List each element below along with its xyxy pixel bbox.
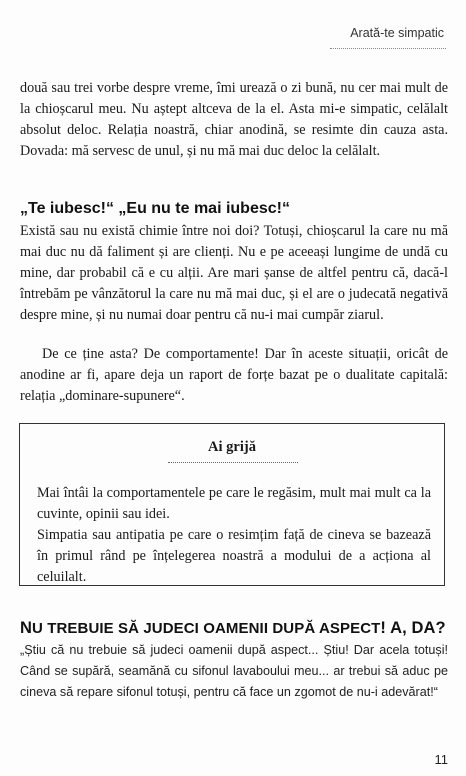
callout-box <box>19 423 445 586</box>
callout-title: Ai grijă <box>208 439 256 455</box>
body-paragraph-4: „Știu că nu trebuie să judeci oamenii după aspect... Știu! Dar acela totuși! Când se supără, seamănă cu sifonul lavaboului meu... ar trebui să aduc pe cineva să repare sifonul totuși, pentru că face un zgomot de nu-i adevărat!“ <box>20 643 448 699</box>
section-heading-1: „Te iubesc!“ „Eu nu te mai iubesc!“ <box>20 200 290 217</box>
body-paragraph-2: Există sau nu există chimie între noi doi? Totuși, chioșcarul la care nu mă mai duc nu dă faliment și are clienți. Nu e pe aceeași lungime de undă cu mine, dar probabil că e cu alții. Are mari șanse de altfel pentru că, dacă-l întrebăm pe vânzătorul la care nu mă mai duc, și el are o judecată negativă despre mine, și nu numai doar pentru că nu-i mai cumpăr ziarul. <box>20 223 448 323</box>
running-header: Arată-te simpatic <box>350 26 444 40</box>
callout-title-divider <box>168 462 298 463</box>
callout-line-2: Simpatia sau antipatia pe care o resimțim față de cineva se bazează în primul rând pe înțelegerea noastră a modului de a acționa al celuilalt. <box>37 527 431 585</box>
heading-2-smallcaps: U TREBUIE SĂ JUDECI OAMENII DUPĂ ASPECT <box>32 620 381 637</box>
body-paragraph-1: două sau trei vorbe despre vreme, îmi urează o zi bună, nu cer mai mult de la chioșcarul meu. Nu aștept altceva de la el. Asta mi-e simpatic, celălalt absolut deloc. Relația noastră, chiar anodină, se resimte din cauza asta. Dovada: mă servesc de unul, și nu mă mai duc deloc la celălalt. <box>20 80 448 159</box>
heading-2-initial: N <box>20 619 33 637</box>
callout-line-1: Mai întâi la comportamentele pe care le regăsim, mult mai mult ca la cuvinte, opinii sau idei. <box>37 485 431 522</box>
header-divider <box>330 48 446 49</box>
heading-2-ending: ! A, DA? <box>380 619 446 637</box>
section-heading-2 <box>20 619 446 638</box>
callout-text <box>37 483 431 588</box>
body-paragraph-3: De ce ține asta? De comportamente! Dar în aceste situații, oricât de anodine ar fi, apare deja un raport de forțe bazat pe o dualitate capitală: relația „dominare-supunere“. <box>20 346 448 404</box>
page-number: 11 <box>434 752 448 767</box>
